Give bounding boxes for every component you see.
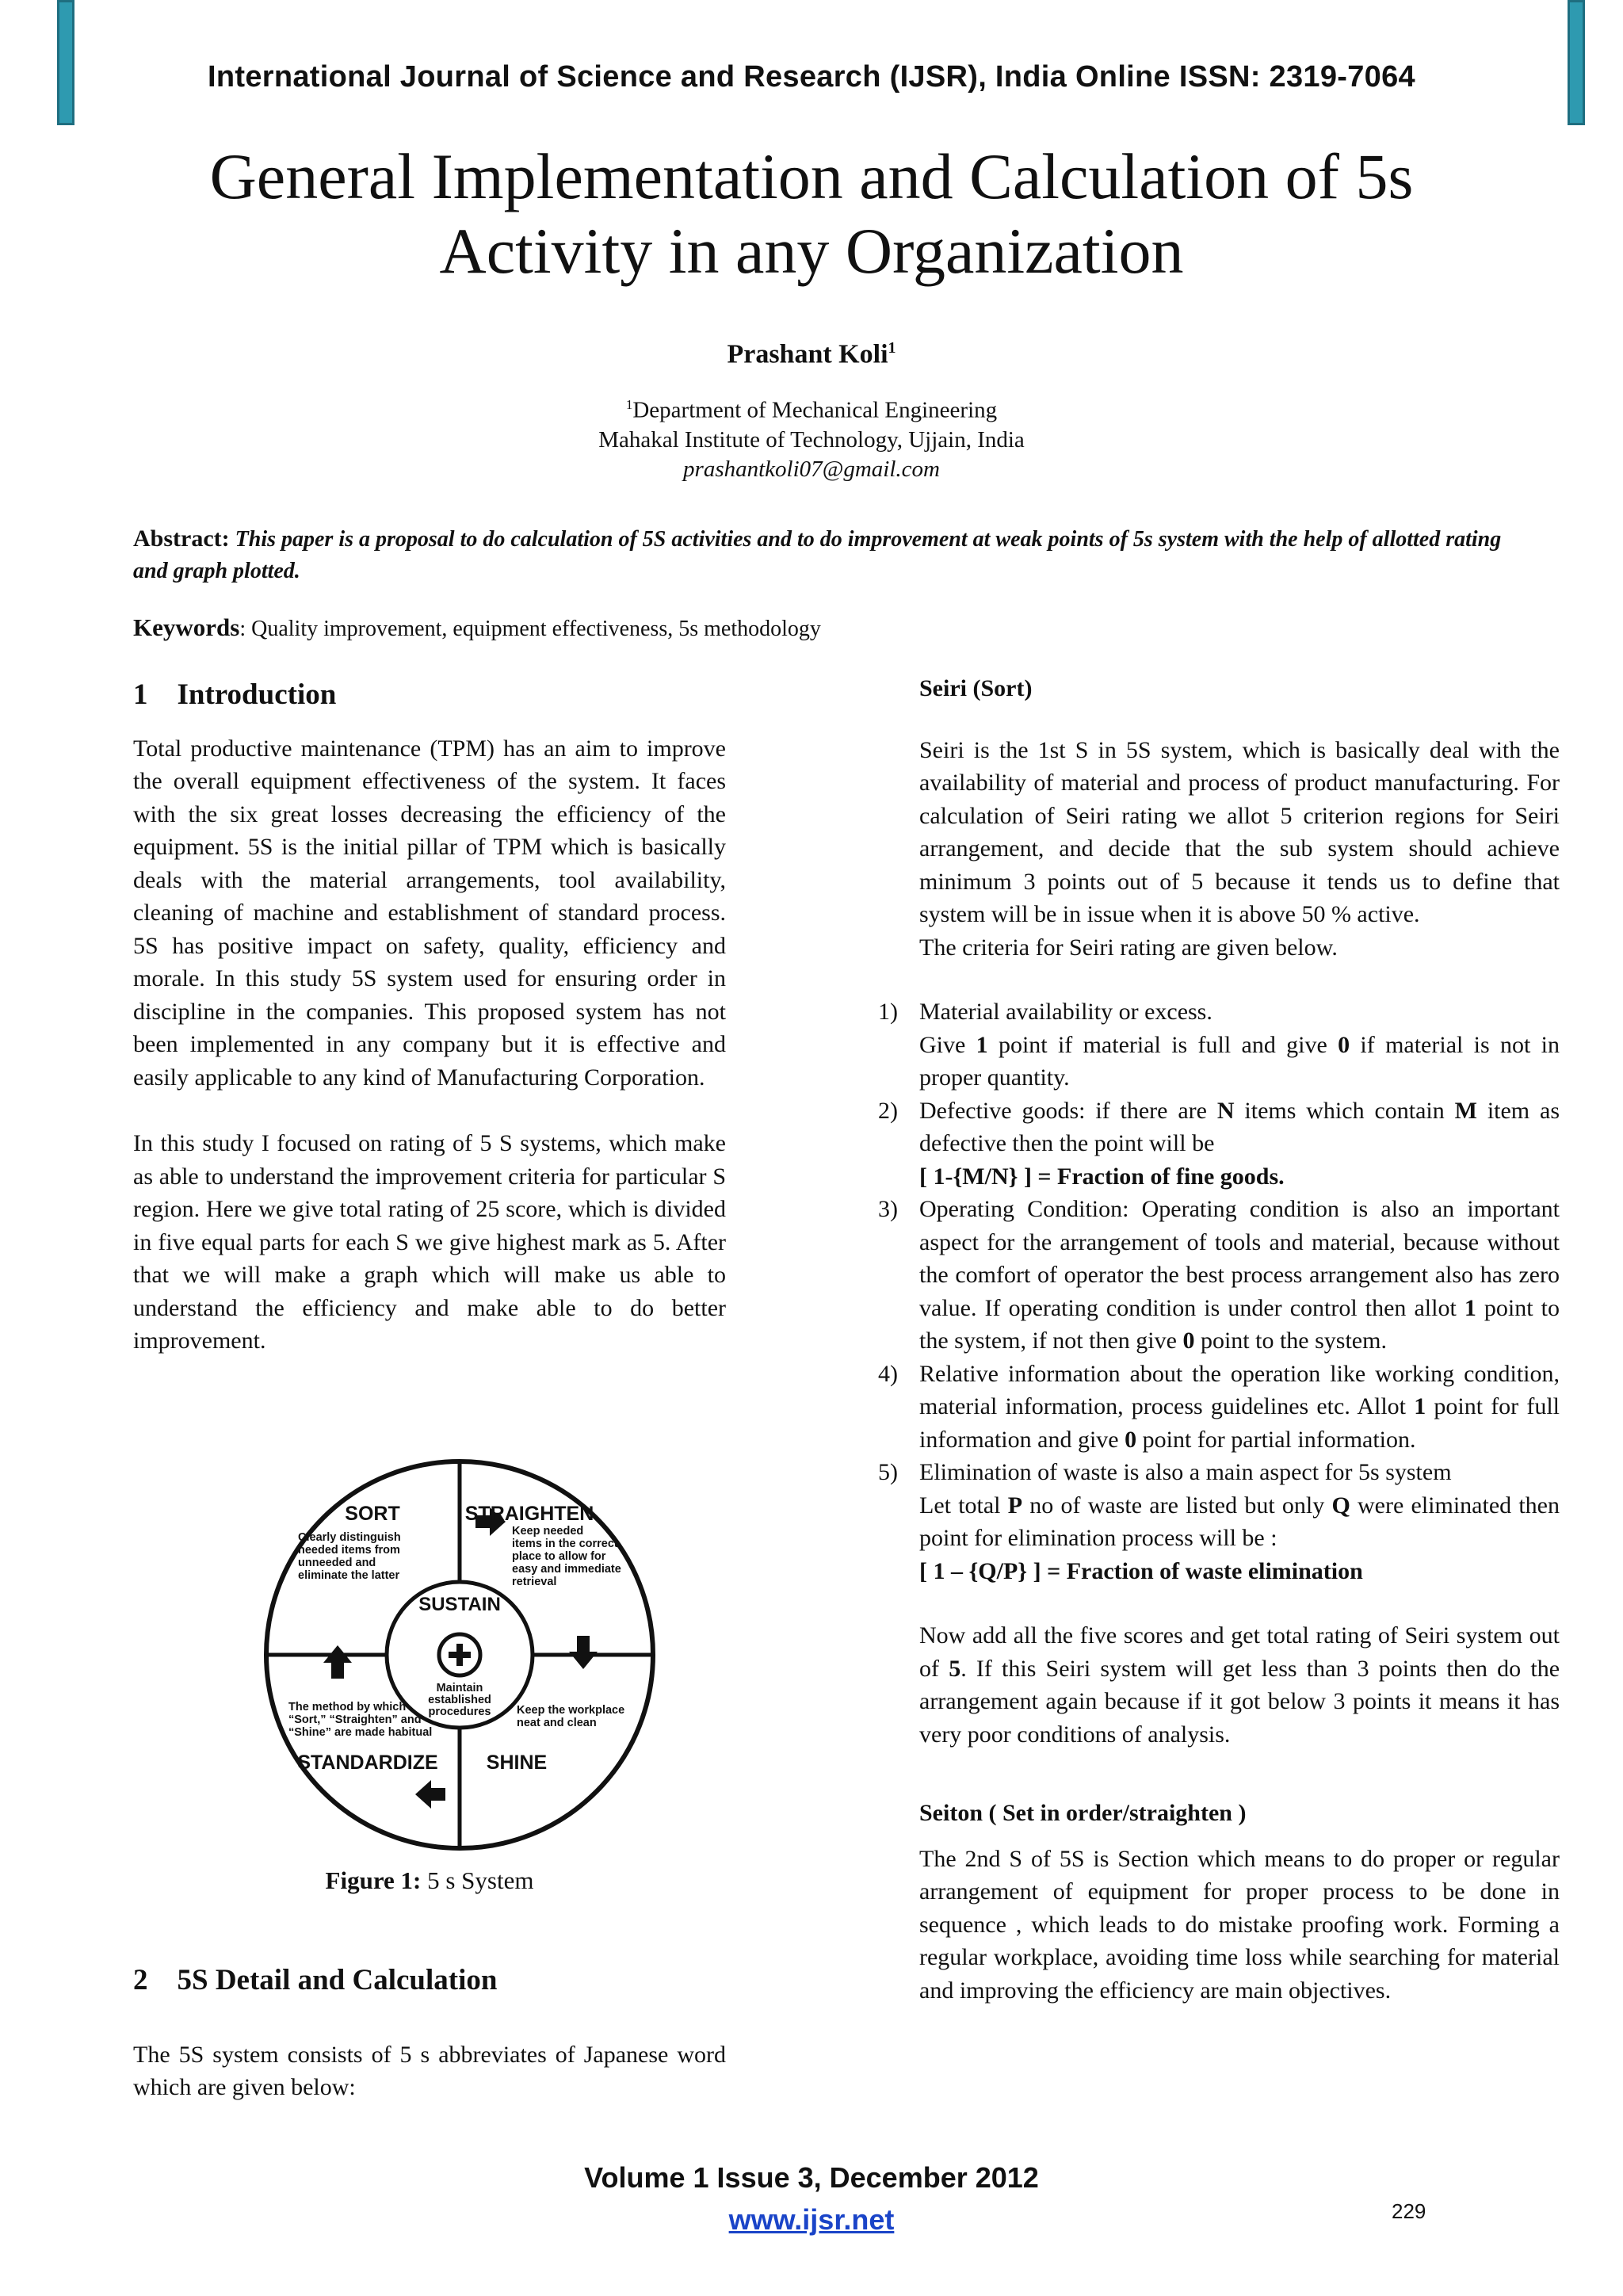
section-2-heading: 2 5S Detail and Calculation xyxy=(133,1964,498,1996)
svg-text:Keep the workplace: Keep the workplace xyxy=(517,1704,625,1717)
abstract-text: This paper is a proposal to do calculation of 5S activities and to do improvement at weak points of 5s system with the help of allotted rating and graph plotted. xyxy=(133,527,1502,583)
formula-fine-goods: [ 1-{M/N} ] = Fraction of fine goods. xyxy=(919,1163,1285,1190)
criterion-5: 5) Elimination of waste is also a main aspect for 5s system Let total P no of waste are listed but only Q were eliminated then point for elimination process will be : [ 1 – {Q/P} ] = Fraction of waste elimination xyxy=(878,1459,1560,1584)
affil-institute: Mahakal Institute of Technology, Ujjain, India xyxy=(598,426,1025,453)
svg-text:items in the correct: items in the correct xyxy=(512,1538,618,1550)
abstract-label: Abstract: xyxy=(133,525,230,552)
figure-5s-diagram xyxy=(262,1457,658,1853)
criterion-4: 4) Relative information about the operation like working condition, material information, process guidelines etc. Allot 1 point for full information and give 0 point for partial information. xyxy=(878,1360,1560,1453)
keywords-label: Keywords xyxy=(133,613,240,641)
formula-waste-elimination: [ 1 – {Q/P} ] = Fraction of waste elimination xyxy=(919,1557,1363,1584)
affil-dept: $^1$Department of Mechanical Engineering xyxy=(625,397,998,423)
page-number: 229 xyxy=(1392,2199,1426,2223)
seiton-heading: Seiton ( Set in order/straighten ) xyxy=(919,1800,1247,1826)
svg-text:Keep needed: Keep needed xyxy=(512,1525,584,1538)
svg-text:retrieval: retrieval xyxy=(512,1576,557,1588)
seiri-paragraph-2: Now add all the five scores and get total rating of Seiri system out of 5. If this Seiri system will get less than 3 points then do the arrangement again because if it got below 3 points it means it has very poor conditions of analysis. xyxy=(919,1622,1560,1748)
seiri-paragraph-1b: The criteria for Seiri rating are given below. xyxy=(919,934,1338,961)
straighten-label: STRAIGHTEN xyxy=(464,1503,594,1525)
section-2-paragraph: The 5S system consists of 5 s abbreviates of Japanese word which are given below: xyxy=(133,2041,726,2100)
svg-text:unneeded and: unneeded and xyxy=(298,1557,376,1569)
seiri-criteria-list xyxy=(878,995,1560,1587)
intro-paragraph-1: Total productive maintenance (TPM) has an aim to improve the overall equipment effectiveness of the system. It faces with the six great losses decreasing the efficiency of the equipment. 5S is the initial pillar of TPM which is basically deals with the material arrangements, tool availability, cleaning of machine and establishment of standard process. 5S has positive impact on safety, quality, efficiency and morale. In this study 5S system used for ensuring order in discipline in the companies. This proposed system has not been implemented in any company but it is effective and easily applicable to any kind of Manufacturing Corporation. xyxy=(133,735,726,1091)
figure-caption xyxy=(133,1866,726,1895)
svg-text:procedures: procedures xyxy=(428,1706,491,1718)
section-2 xyxy=(133,1964,726,2104)
svg-text:The method by which: The method by which xyxy=(288,1701,407,1713)
plus-v-icon xyxy=(456,1644,463,1666)
svg-text:eliminate the latter: eliminate the latter xyxy=(298,1569,400,1582)
svg-text:neat and clean: neat and clean xyxy=(517,1717,597,1729)
standardize-label: STANDARDIZE xyxy=(297,1752,438,1774)
svg-text:needed items from: needed items from xyxy=(298,1544,400,1557)
svg-text:Clearly distinguish: Clearly distinguish xyxy=(298,1531,401,1544)
title-line-2: Activity in any Organization xyxy=(439,215,1184,287)
paper-title xyxy=(0,139,1623,288)
figure-caption-text: 5 s System xyxy=(421,1866,534,1894)
keywords xyxy=(133,613,1512,642)
svg-text:“Sort,” “Straighten” and: “Sort,” “Straighten” and xyxy=(288,1713,422,1726)
seiri-heading: Seiri (Sort) xyxy=(919,675,1033,701)
abstract xyxy=(133,523,1512,587)
right-column xyxy=(878,672,1560,2007)
affiliation xyxy=(0,390,1623,484)
shine-label: SHINE xyxy=(486,1752,548,1774)
left-column xyxy=(133,678,726,1358)
author-name: Prashant Koli xyxy=(727,339,888,369)
svg-text:Maintain: Maintain xyxy=(436,1682,483,1694)
affil-sup: 1 xyxy=(625,397,633,412)
keywords-text: : Quality improvement, equipment effectiveness, 5s methodology xyxy=(239,617,821,641)
sustain-description xyxy=(428,1682,491,1718)
author-sup: 1 xyxy=(888,339,896,357)
affil-email: prashantkoli07@gmail.com xyxy=(683,456,940,482)
criterion-2: 2) Defective goods: if there are N items which contain M item as defective then the point will be [ 1-{M/N} ] = Fraction of fine goods. xyxy=(878,1097,1560,1190)
title-line-1: General Implementation and Calculation of 5s xyxy=(209,140,1414,212)
svg-text:easy and immediate: easy and immediate xyxy=(512,1563,621,1576)
figure-caption-label: Figure 1: xyxy=(325,1866,422,1894)
section-1-heading: 1 Introduction xyxy=(133,678,337,711)
sustain-label: SUSTAIN xyxy=(418,1594,501,1615)
journal-header: International Journal of Science and Research (IJSR), India Online ISSN: 2319-7064 xyxy=(208,60,1415,94)
svg-text:established: established xyxy=(428,1694,491,1706)
criterion-3: 3) Operating Condition: Operating condition is also an important aspect for the arrangement of tools and material, because without the comfort of operator the best process arrangement also has zero value. If operating condition is under control then allot 1 point to the system, if not then give 0 point to the system. xyxy=(878,1196,1560,1354)
footer-volume: Volume 1 Issue 3, December 2012 xyxy=(584,2161,1039,2194)
footer-url-link[interactable]: www.ijsr.net xyxy=(728,2203,895,2236)
seiri-paragraph-1: Seiri is the 1st S in 5S system, which is basically deal with the availability of material and process of product manufacturing. For calculation of Seiri rating we allot 5 criterion regions for Seiri arrangement, and decide that the sub system should achieve minimum 3 points out of 5 because it tends us to define that system will be in issue when it is above 50 % active. xyxy=(919,736,1560,927)
sort-label: SORT xyxy=(345,1503,400,1525)
svg-text:“Shine” are made habitual: “Shine” are made habitual xyxy=(288,1726,433,1739)
criterion-1: 1) Material availability or excess. Give 1 point if material is full and give 0 if material is not in proper quantity. xyxy=(878,999,1560,1091)
author xyxy=(0,339,1623,369)
svg-text:place to allow for: place to allow for xyxy=(512,1550,606,1563)
intro-paragraph-2: In this study I focused on rating of 5 S systems, which make as able to understand the improvement criteria for particular S region. Here we give total rating of 25 score, which is divided in five equal parts for each S we give highest mark as 5. After that we will make a graph which will make us able to understand the efficiency and make able to do better improvement. xyxy=(133,1130,726,1354)
seiton-paragraph: The 2nd S of 5S is Section which means to do proper or regular arrangement of equipment for proper process to be done in sequence , which leads to do mistake proofing work. Forming a regular workplace, avoiding time loss while searching for material and improving the efficiency are main objectives. xyxy=(919,1845,1560,2004)
